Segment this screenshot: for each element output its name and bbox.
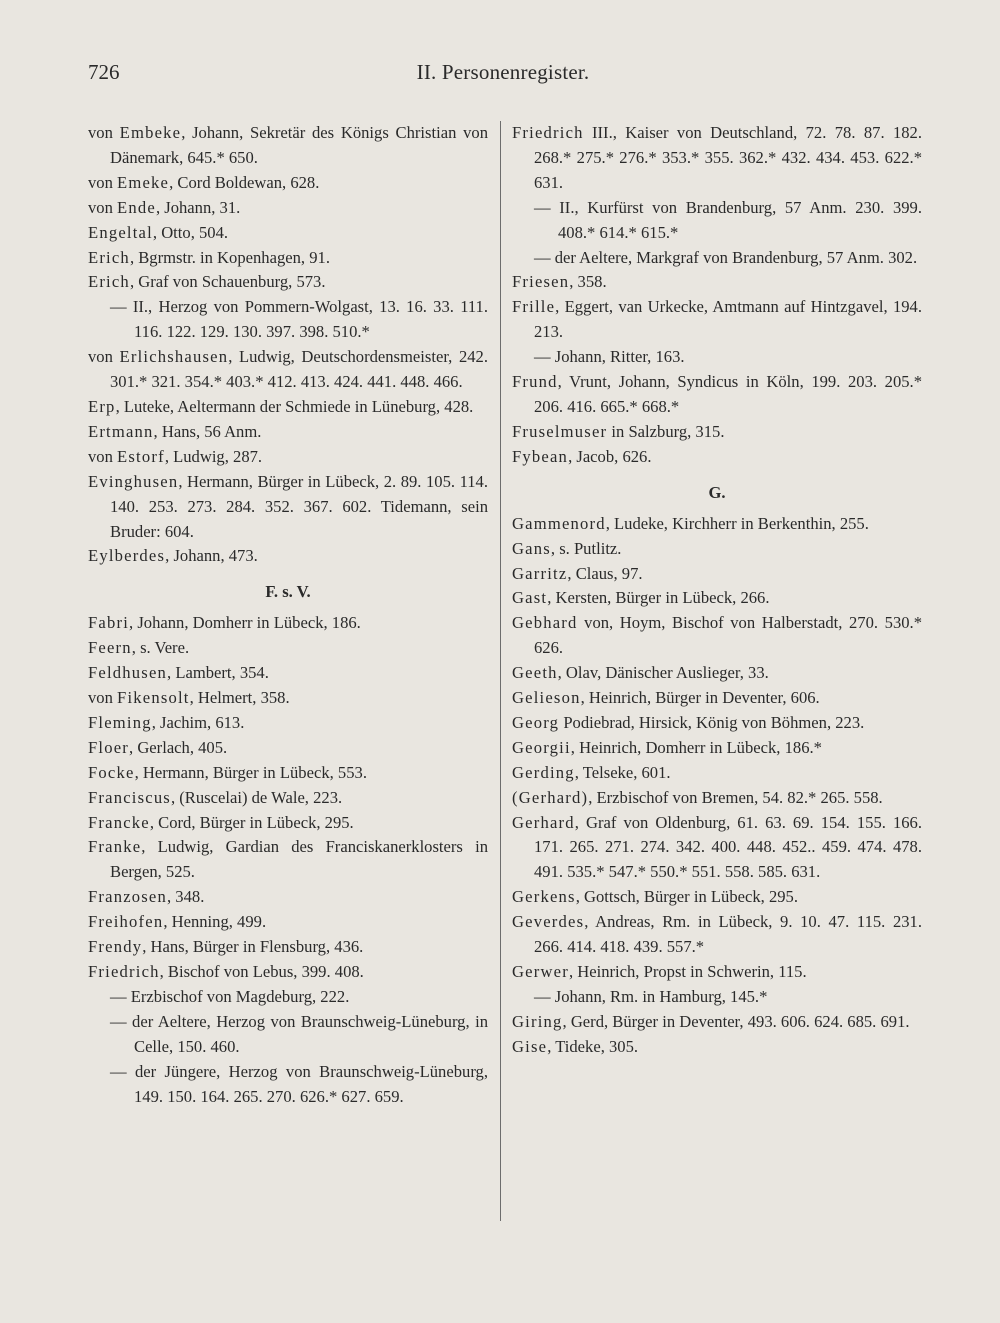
entry-detail: , Jachim, 613. <box>151 712 245 732</box>
index-entry <box>88 835 488 885</box>
entry-name: Embeke <box>119 123 182 142</box>
entry-detail: , Gerlach, 405. <box>129 737 228 757</box>
entry-detail: III., Kaiser von Deutschland, 72. 78. 87. 182. 268.* 275.* 276.* 353.* 355. 362.* 432. 434. 453. 622.* 631. <box>534 123 922 192</box>
entry-detail: , Johann, Domherr in Lübeck, 186. <box>129 613 361 633</box>
entry-detail: , Hans, Bürger in Flensburg, 436. <box>142 937 364 957</box>
index-entry <box>88 686 488 711</box>
entry-name: Erich <box>88 247 130 267</box>
page-header <box>88 60 918 92</box>
entry-name: Fleming <box>88 712 152 732</box>
index-subentry: — Johann, Rm. in Hamburg, 145.* <box>534 986 768 1006</box>
index-entry <box>88 611 488 636</box>
index-entry <box>512 121 922 196</box>
entry-detail: , Heinrich, Domherr in Lübeck, 186.* <box>570 737 822 757</box>
index-entry <box>88 445 488 470</box>
running-title: II. Personenregister. <box>416 60 590 84</box>
index-entry <box>512 295 922 345</box>
index-subentry: — II., Kurfürst von Brandenburg, 57 Anm. 230. 399. 408.* 614.* 615.* <box>534 197 922 242</box>
entry-detail: , Henning, 499. <box>163 912 267 932</box>
entry-detail: von, Hoym, Bischof von Halberstadt, 270. 530.* 626. <box>534 613 922 658</box>
index-entry <box>88 811 488 836</box>
entry-name: Emeke <box>117 172 170 192</box>
entry-name: Garritz <box>512 563 568 583</box>
entry-name: Friedrich <box>88 962 160 981</box>
index-subentry: — der Jüngere, Herzog von Braunschweig-Lüneburg, 149. 150. 164. 265. 270. 626.* 627. 659. <box>110 1061 488 1106</box>
entry-detail: , Heinrich, Bürger in Deventer, 606. <box>580 688 820 708</box>
index-entry <box>512 370 922 420</box>
index-entry <box>88 661 488 686</box>
entry-detail: , Gottsch, Bürger in Lübeck, 295. <box>575 887 798 907</box>
entry-name: Friesen <box>512 272 570 292</box>
entry-name: Fabri <box>88 613 130 633</box>
index-entry <box>88 196 488 221</box>
entry-detail: , Erzbischof von Bremen, 54. 82.* 265. 558. <box>588 787 883 807</box>
entry-detail: , Tideke, 305. <box>547 1036 639 1056</box>
index-entry <box>88 935 488 960</box>
entry-detail: , Hermann, Bürger in Lübeck, 2. 89. 105. 114. 140. 253. 273. 284. 352. 367. 602. Tidemann, sein Bruder: 604. <box>110 471 488 541</box>
entry-name: Gelieson <box>512 688 581 708</box>
entry-name: Gerhard <box>512 812 575 832</box>
index-subentry: — Johann, Ritter, 163. <box>534 347 685 367</box>
entry-name: Frille <box>512 297 556 317</box>
index-subentry: — der Aeltere, Herzog von Braunschweig-Lüneburg, in Celle, 150. 460. <box>110 1011 488 1056</box>
entry-detail: , 358. <box>569 272 607 292</box>
index-entry <box>512 811 922 886</box>
entry-detail: , Johann, Sekretär des Königs Christian von Dänemark, 645.* 650. <box>110 123 488 167</box>
entry-name: Ende <box>117 197 156 217</box>
entry-prefix: von <box>88 446 118 466</box>
entry-name: Georgii <box>512 737 571 757</box>
entry-detail: , Luteke, Aeltermann der Schmiede in Lüneburg, 428. <box>115 396 474 416</box>
entry-detail: , Cord Boldewan, 628. <box>169 172 320 192</box>
index-subentry: — der Aeltere, Markgraf von Brandenburg, 57 Anm. 302. <box>534 247 918 267</box>
entry-detail: , Jacob, 626. <box>568 446 652 466</box>
entry-name: Evinghusen <box>88 471 179 491</box>
entry-detail: , Cord, Bürger in Lübeck, 295. <box>149 812 354 832</box>
entry-name: Geeth <box>512 663 558 683</box>
index-entry <box>512 537 922 562</box>
entry-detail: , Eggert, van Urkecke, Amtmann auf Hintzgavel, 194. 213. <box>534 297 922 342</box>
right-column <box>512 121 922 1060</box>
column-divider <box>500 121 501 1221</box>
entry-name: (Gerhard) <box>512 787 589 807</box>
index-entry <box>88 786 488 811</box>
entry-name: Geverdes <box>512 912 585 932</box>
index-entry <box>88 345 488 395</box>
entry-name: Gast <box>512 588 548 608</box>
entry-detail: , Graf von Schauenburg, 573. <box>129 272 326 292</box>
index-entry <box>512 562 922 587</box>
entry-name: Fybean <box>512 446 569 466</box>
index-entry <box>88 246 488 271</box>
entry-detail: , (Ruscelai) de Wale, 223. <box>170 787 343 807</box>
entry-name: Georg <box>512 712 560 732</box>
index-entry <box>512 445 922 470</box>
index-entry <box>512 885 922 910</box>
entry-detail: , Ludwig, Deutschordensmeister, 242. 301.* 321. 354.* 403.* 412. 413. 424. 441. 448. 466. <box>110 347 489 392</box>
entry-name: Feldhusen <box>88 663 168 683</box>
index-entry <box>88 270 488 295</box>
entry-prefix: von <box>88 347 120 367</box>
entry-name: Erlichshausen <box>119 347 229 367</box>
index-entry <box>512 761 922 786</box>
index-entry <box>88 736 488 761</box>
entry-detail: , Lambert, 354. <box>167 663 269 683</box>
index-entry <box>88 420 488 445</box>
entry-name: Frund <box>512 372 558 392</box>
index-entry <box>512 586 922 611</box>
entry-detail: , s. Putlitz. <box>550 538 622 558</box>
index-entry <box>88 221 488 246</box>
entry-name: Franciscus <box>88 787 171 807</box>
index-entry <box>512 512 922 537</box>
index-entry <box>88 711 488 736</box>
entry-name: Erp <box>88 396 116 416</box>
entry-name: Fikensolt <box>117 688 190 708</box>
entry-detail: Podiebrad, Hirsick, König von Böhmen, 223. <box>559 712 865 732</box>
entry-detail: , Johann, 473. <box>165 546 258 566</box>
entry-name: Freihofen <box>88 912 164 932</box>
entry-detail: , Andreas, Rm. in Lübeck, 9. 10. 47. 115. 231. 266. 414. 418. 439. 557.* <box>534 912 922 957</box>
entry-name: Franke <box>88 837 142 857</box>
index-entry <box>88 171 488 196</box>
entry-name: Erich <box>88 272 130 292</box>
entry-detail: , Helmert, 358. <box>189 688 290 708</box>
entry-detail: , Johann, 31. <box>155 197 241 217</box>
entry-detail: , Ludwig, Gardian des Franciskanerklosters in Bergen, 525. <box>110 837 488 882</box>
index-entry <box>512 910 922 960</box>
entry-prefix: von <box>88 172 118 192</box>
entry-detail: , Graf von Oldenburg, 61. 63. 69. 154. 155. 166. 171. 265. 271. 274. 342. 400. 448. 452.. 459. 474. 478. 491. 535.* 547.* 550.* 551. 558. 585. 631. <box>534 812 922 882</box>
index-entry <box>512 420 922 445</box>
entry-name: Friedrich <box>512 123 584 142</box>
index-entry <box>512 1010 922 1035</box>
page-number: 726 <box>88 60 120 84</box>
index-entry <box>512 686 922 711</box>
index-entry <box>512 786 922 811</box>
index-entry <box>88 885 488 910</box>
entry-name: Gerding <box>512 762 575 782</box>
entry-name: Gebhard <box>512 613 578 633</box>
index-entry <box>88 470 488 545</box>
entry-name: Fruselmuser <box>512 421 608 441</box>
entry-detail: , Ludwig, 287. <box>164 446 263 466</box>
entry-detail: , Bischof von Lebus, 399. 408. <box>159 962 364 981</box>
index-entry <box>88 761 488 786</box>
entry-detail: , Ludeke, Kirchherr in Berkenthin, 255. <box>605 513 869 533</box>
index-entry <box>512 611 922 661</box>
entry-detail: in Salzburg, 315. <box>607 421 725 441</box>
entry-detail: , Vrunt, Johann, Syndicus in Köln, 199. 203. 205.* 206. 416. 665.* 668.* <box>534 372 922 416</box>
entry-detail: , Heinrich, Propst in Schwerin, 115. <box>568 962 807 981</box>
entry-name: Ertmann <box>88 421 154 441</box>
entry-detail: , Gerd, Bürger in Deventer, 493. 606. 624. 685. 691. <box>562 1011 910 1031</box>
index-entry <box>512 1035 922 1060</box>
entry-detail: , s. Vere. <box>131 638 190 658</box>
entry-detail: , Olav, Dänischer Auslieger, 33. <box>557 663 769 683</box>
entry-name: Eylberdes <box>88 546 166 566</box>
index-entry <box>88 910 488 935</box>
entry-name: Engeltal <box>88 222 153 242</box>
index-entry <box>512 711 922 736</box>
entry-detail: , 348. <box>167 887 205 907</box>
index-entry <box>512 270 922 295</box>
index-entry <box>88 395 488 420</box>
entry-name: Gerkens <box>512 887 576 907</box>
entry-name: Gans <box>512 538 551 558</box>
entry-detail: , Claus, 97. <box>567 563 643 583</box>
section-heading: G. <box>708 482 726 502</box>
left-column <box>88 121 488 1109</box>
index-entry <box>512 736 922 761</box>
index-subentry: — II., Herzog von Pommern-Wolgast, 13. 16. 33. 111. 116. 122. 129. 130. 397. 398. 510.* <box>110 297 488 342</box>
entry-prefix: von <box>88 197 118 217</box>
index-entry <box>88 960 488 985</box>
index-entry <box>88 636 488 661</box>
entry-prefix: von <box>88 688 118 708</box>
entry-detail: , Bgrmstr. in Kopenhagen, 91. <box>129 247 330 267</box>
entry-name: Floer <box>88 737 130 757</box>
entry-name: Frendy <box>88 937 143 957</box>
entry-name: Francke <box>88 812 150 832</box>
entry-detail: , Hermann, Bürger in Lübeck, 553. <box>134 762 367 782</box>
entry-name: Giring <box>512 1011 563 1031</box>
entry-detail: , Hans, 56 Anm. <box>153 421 262 441</box>
entry-detail: , Kersten, Bürger in Lübeck, 266. <box>547 588 770 608</box>
entry-detail: , Telseke, 601. <box>574 762 671 782</box>
entry-name: Feern <box>88 638 132 658</box>
entry-name: Franzosen <box>88 887 167 907</box>
section-heading: F. s. V. <box>265 582 311 602</box>
entry-name: Estorf <box>117 446 165 466</box>
index-subentry: — Erzbischof von Magdeburg, 222. <box>110 986 350 1006</box>
entry-name: Gise <box>512 1036 548 1056</box>
index-entry <box>512 960 922 985</box>
entry-name: Focke <box>88 762 135 782</box>
entry-prefix: von <box>88 123 120 142</box>
index-entry <box>88 121 488 171</box>
entry-detail: , Otto, 504. <box>152 222 229 242</box>
entry-name: Gammenord <box>512 513 606 533</box>
index-entry <box>512 661 922 686</box>
entry-name: Gerwer <box>512 962 569 981</box>
index-entry <box>88 544 488 569</box>
